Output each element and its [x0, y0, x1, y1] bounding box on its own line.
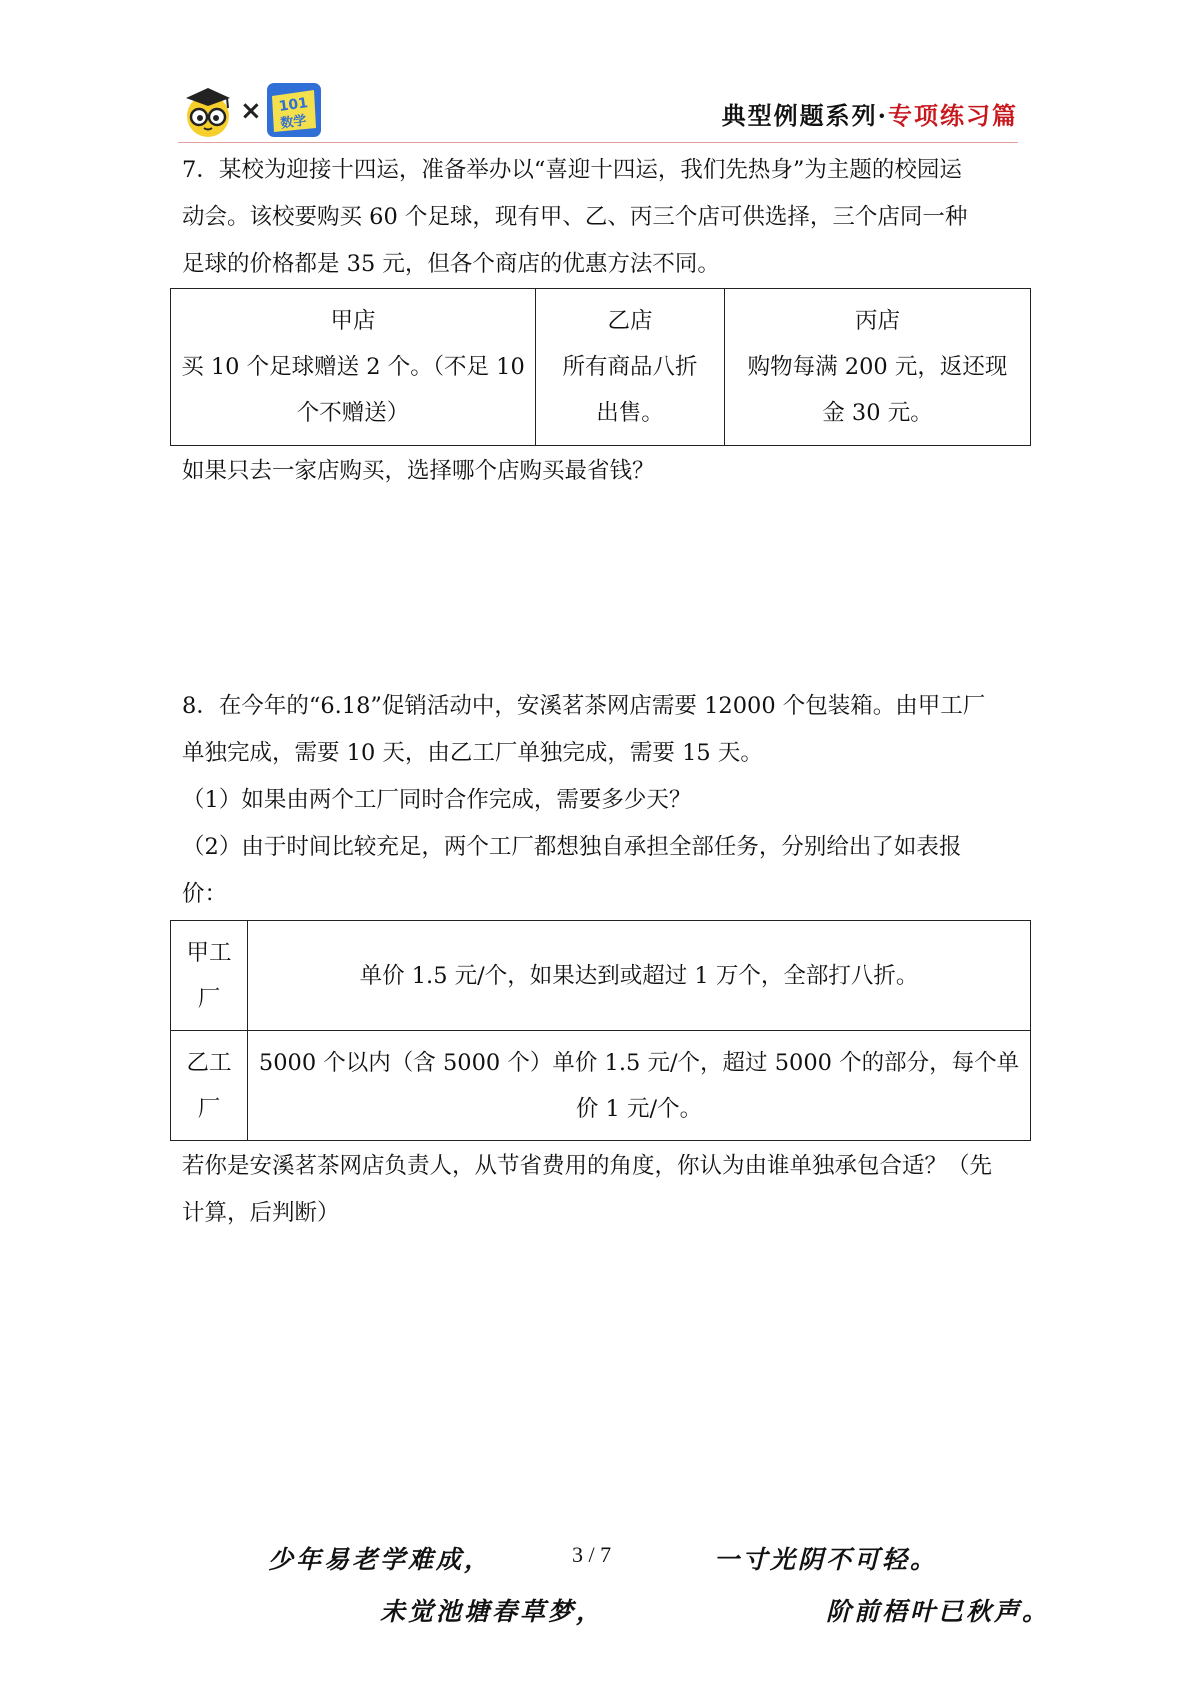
footer-poem-line-1: 少年易老学难成， — [268, 1545, 493, 1574]
factory-a-label-line: 甲工 — [186, 939, 232, 966]
shop-c-cell — [725, 289, 1031, 446]
question-8-line: 价： — [182, 881, 228, 907]
factory-a-label — [171, 921, 248, 1031]
question-8-line: （2）由于时间比较充足，两个工厂都想独自承担全部任务，分别给出了如表报 — [182, 834, 962, 860]
svg-text:101: 101 — [277, 95, 310, 115]
question-8-line: （1）如果由两个工厂同时合作完成，需要多少天？ — [182, 787, 692, 813]
question-8-line: 单独完成，需要 10 天，由乙工厂单独完成，需要 15 天。 — [182, 740, 763, 766]
factory-quote-table — [170, 920, 1031, 1141]
shop-offers-table — [170, 288, 1031, 446]
math-101-logo-icon — [266, 82, 322, 138]
footer-poem-line-4: 阶前梧叶已秋声。 — [826, 1597, 1051, 1626]
factory-b-quote — [248, 1031, 1031, 1141]
footer-poem-line-2: 一寸光阴不可轻。 — [714, 1545, 939, 1574]
shop-b-offer-line: 出售。 — [596, 400, 664, 426]
question-7-line: 7．某校为迎接十四运，准备举办以“喜迎十四运，我们先热身”为主题的校园运 — [182, 157, 962, 183]
shop-b-cell — [536, 289, 725, 446]
factory-b-label — [171, 1031, 248, 1141]
svg-text:数学: 数学 — [279, 113, 308, 132]
question-8-prompt-line: 计算，后判断） — [182, 1200, 340, 1226]
factory-b-label-line: 厂 — [197, 1095, 221, 1122]
factory-b-quote-line: 价 1 元/个。 — [575, 1095, 703, 1122]
question-7-text — [182, 147, 1022, 288]
question-7-prompt: 如果只去一家店购买，选择哪个店购买最省钱？ — [182, 458, 655, 484]
factory-a-quote: 单价 1.5 元/个，如果达到或超过 1 万个，全部打八折。 — [248, 921, 1031, 1031]
factory-a-label-line: 厂 — [197, 985, 221, 1012]
footer-poem-line-3: 未觉池塘春草梦， — [380, 1597, 605, 1626]
owl-logo-icon — [183, 84, 233, 138]
question-7-line: 足球的价格都是 35 元，但各个商店的优惠方法不同。 — [182, 251, 720, 277]
shop-a-offer-line: 个不赠送） — [296, 400, 410, 426]
question-8-prompt — [182, 1143, 1022, 1237]
shop-c-name: 丙店 — [854, 308, 900, 334]
header-title-series: 典型例题系列· — [721, 101, 888, 130]
shop-a-offer-line: 买 10 个足球赠送 2 个。（不足 10 — [181, 354, 525, 380]
question-8-line: 8．在今年的“6.18”促销活动中，安溪茗茶网店需要 12000 个包装箱。由甲工厂 — [182, 693, 986, 719]
page-number: 3 / 7 — [572, 1542, 612, 1567]
shop-a-name: 甲店 — [330, 308, 376, 334]
header-title — [722, 96, 1018, 131]
shop-c-offer-line: 金 30 元。 — [822, 400, 933, 426]
times-sign: × — [240, 96, 262, 126]
header-title-practice: 专项练习篇 — [888, 101, 1018, 130]
factory-b-label-line: 乙工 — [186, 1049, 232, 1076]
question-7-line: 动会。该校要购买 60 个足球，现有甲、乙、丙三个店可供选择，三个店同一种 — [182, 204, 968, 230]
question-8-text — [182, 683, 1022, 918]
shop-b-offer-line: 所有商品八折 — [562, 354, 698, 380]
shop-b-name: 乙店 — [607, 308, 653, 334]
shop-c-offer-line: 购物每满 200 元，返还现 — [747, 354, 1008, 380]
question-8-prompt-line: 若你是安溪茗茶网店负责人，从节省费用的角度，你认为由谁单独承包合适？（先 — [182, 1153, 993, 1179]
shop-a-cell — [171, 289, 536, 446]
header-divider — [178, 142, 1018, 143]
factory-b-quote-line: 5000 个以内（含 5000 个）单价 1.5 元/个，超过 5000 个的部分，每个单 — [258, 1049, 1020, 1076]
